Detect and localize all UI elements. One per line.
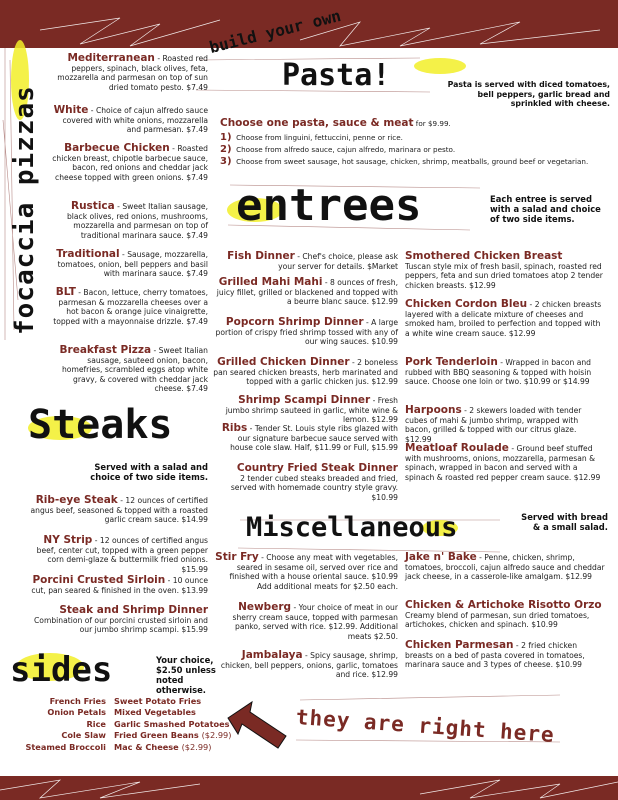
entree-item: Pork Tenderloin - Wrapped in bacon and rubbed with BBQ seasoning & topped with hoisin sauce. Choose one loin or two. $10.99 or $14.99 (405, 356, 592, 387)
entrees-heading: entrees (236, 180, 422, 231)
pasta-step: 3) Choose from sweet sausage, hot sausage, chicken, shrimp, meatballs, ground beef or vegetarian. (220, 156, 589, 167)
entree-item: Harpoons - 2 skewers loaded with tender cubes of mahi & jumbo shrimp, wrapped with bacon, grilled & topped with our citrus glaze. $12.99 (405, 404, 582, 444)
side-item: Onion Petals (47, 707, 106, 718)
pasta-intro: Pasta is served with diced tomatoes, bell peppers, garlic bread and sprinkled with cheese. (447, 80, 610, 109)
sides-heading: sides (10, 650, 113, 690)
side-item: Rice (86, 718, 106, 729)
pizza-item: Mediterranean - Roasted red peppers, spinach, black olives, feta, mozzarella and parmesan on top of sun dried tomato pesto. $7.49 (57, 52, 208, 92)
entree-item: Country Fried Steak Dinner 2 tender cubed steaks breaded and fried, served with homemade country style gravy. $10.99 (230, 462, 398, 502)
sides-left-list (10, 696, 106, 753)
entree-item: Grilled Chicken Dinner - 2 boneless pan seared chicken breasts, herb marinated and topped with a garlic chicken jus. $12.99 (213, 356, 398, 387)
entree-item: Ribs - Tender St. Louis style ribs glazed with our signature barbecue sauce served with house cole slaw. Half, $11.99 or Full, $15.99 (221, 422, 398, 453)
entree-item: Meatloaf Roulade - Ground beef stuffed with mushrooms, onions, mozzarella, parmesan & spinach, wrapped in bacon and served with a spinach & roasted red pepper cream sauce. $12.99 (405, 442, 601, 482)
arrow-icon (222, 700, 292, 756)
misc-left (213, 553, 398, 689)
entrees-left (213, 252, 398, 504)
misc-item: Jake n' Bake - Penne, chicken, shrimp, tomatoes, broccoli, cajun alfredo sauce and cheddar jack cheese, in a casserole-like amalgam. $12.99 (405, 551, 605, 582)
side-item: Steamed Broccoli (25, 741, 106, 752)
steaks-heading: Steaks (28, 402, 173, 448)
choose-title: Choose one pasta, sauce & meat (220, 117, 414, 129)
pasta-heading: Pasta! (282, 58, 391, 93)
steak-item: Porcini Crusted Sirloin - 10 ounce cut, pan seared & finished in the oven. $13.99 (31, 574, 208, 595)
steak-item: NY Strip - 12 ounces of certified angus beef, center cut, topped with a green pepper corn demi-glaze & buttermilk fried onions. $15.99 (36, 534, 208, 574)
misc-item: Chicken & Artichoke Risotto Orzo Creamy blend of parmesan, sun dried tomatoes, artichokes, chicken and spinach. $10.99 (405, 599, 602, 630)
entrees-note: Each entree is served with a salad and choice of two side items. (490, 194, 601, 224)
pizza-item: White - Choice of cajun alfredo sauce covered with white onions, mozzarella and parmesan. $7.49 (53, 104, 208, 135)
entree-item: Fish Dinner - Chef's choice, please ask your server for details. $Market (227, 250, 398, 271)
pasta-heading-top: build your own (207, 5, 343, 57)
entree-item: Popcorn Shrimp Dinner - A large portion of crispy fried shrimp tossed with any of our wing sauces. $10.99 (215, 316, 398, 347)
misc-item: Chicken Parmesan - 2 fried chicken breasts on a bed of pasta covered in tomatoes, marinara sauce and 3 types of cheese. $10.99 (405, 639, 585, 670)
entree-item: Smothered Chicken Breast Tuscan style mix of fresh basil, spinach, roasted red peppers, feta and sun dried tomatoes atop 2 tender chicken breasts. $12.99 (405, 250, 603, 290)
pizzas-heading: focaccia pizzas (10, 85, 40, 335)
entrees-right (405, 252, 605, 502)
side-item: Sweet Potato Fries (114, 696, 202, 706)
side-item: Garlic Smashed Potatoes (114, 718, 230, 729)
pizza-list (50, 54, 208, 404)
pasta-choose (220, 117, 610, 168)
pizza-item: BLT - Bacon, lettuce, cherry tomatoes, parmesan & mozzarella cheeses over a hot bacon & orange juice vinaigrette, topped with a mayonnaise drizzle. $7.49 (53, 286, 208, 326)
entree-item: Shrimp Scampi Dinner - Fresh jumbo shrimp sauteed in garlic, white wine & lemon. $12.99 (225, 394, 398, 425)
choose-price: for $9.99. (413, 119, 451, 128)
misc-item: Jambalaya - Spicy sausage, shrimp, chicken, bell peppers, onions, garlic, tomatoes and rice. $12.99 (220, 649, 398, 680)
side-item: Cole Slaw (61, 730, 106, 741)
misc-item: Newberg - Your choice of meat in our sherry cream sauce, topped with parmesan panko, served with rice. $12.99. Additional meats $2.50. (232, 601, 398, 641)
misc-item: Stir Fry - Choose any meat with vegetables, seared in sesame oil, served over rice and finished with a house oriental sauce. $10.99 Add additional meats for $2.50 each. (215, 551, 398, 591)
steaks-list (30, 496, 208, 636)
side-item: Mac & Cheese ($2.99) (114, 741, 212, 752)
pasta-step: 2) Choose from alfredo sauce, cajun alfredo, marinara or pesto. (220, 144, 456, 155)
pizza-item: Traditional - Sausage, mozzarella, tomatoes, onion, bell peppers and basil with marinara sauce. $7.49 (56, 248, 208, 279)
pizza-item: Barbecue Chicken - Roasted chicken breast, chipotle barbecue sauce, bacon, red onions and cheddar jack cheese topped with green onions. $7.49 (52, 142, 208, 182)
entree-item: Chicken Cordon Bleu - 2 chicken breasts layered with a delicate mixture of cheeses and smoked ham, broiled to perfection and topped with a white wine cream sauce. $12.99 (405, 298, 602, 338)
sides-note: Your choice, $2.50 unless noted otherwise. (156, 655, 216, 695)
side-item: French Fries (49, 696, 106, 706)
entree-item: Grilled Mahi Mahi - 8 ounces of fresh, juicy fillet, grilled or blackened and topped with a beurre blanc sauce. $12.99 (216, 276, 398, 307)
steak-item: Steak and Shrimp Dinner Combination of our porcini crusted sirloin and our jumbo shrimp scampi. $15.99 (34, 604, 208, 635)
steak-item: Rib-eye Steak - 12 ounces of certified angus beef, seasoned & topped with a roasted garlic cream sauce. $14.99 (30, 494, 208, 525)
misc-note: Served with bread & a small salad. (521, 512, 608, 532)
side-item: Fried Green Beans ($2.99) (114, 730, 232, 741)
side-item: Mixed Vegetables (114, 707, 196, 718)
pizza-item: Breakfast Pizza - Sweet Italian sausage, sauteed onion, bacon, homefries, scrambled eggs atop white gravy, & covered with cheddar jack cheese. $7.49 (59, 344, 208, 394)
pizza-item: Rustica - Sweet Italian sausage, black olives, red onions, mushrooms, mozzarella and parmesan on top of traditional marinara sauce. $7.49 (66, 200, 208, 240)
misc-heading: Miscellaneous (246, 512, 458, 543)
misc-right (405, 553, 605, 681)
tagline: they are right here (295, 705, 556, 748)
pasta-step: 1) Choose from linguini, fettuccini, penne or rice. (220, 132, 403, 143)
steaks-note: Served with a salad and choice of two side items. (90, 462, 208, 482)
